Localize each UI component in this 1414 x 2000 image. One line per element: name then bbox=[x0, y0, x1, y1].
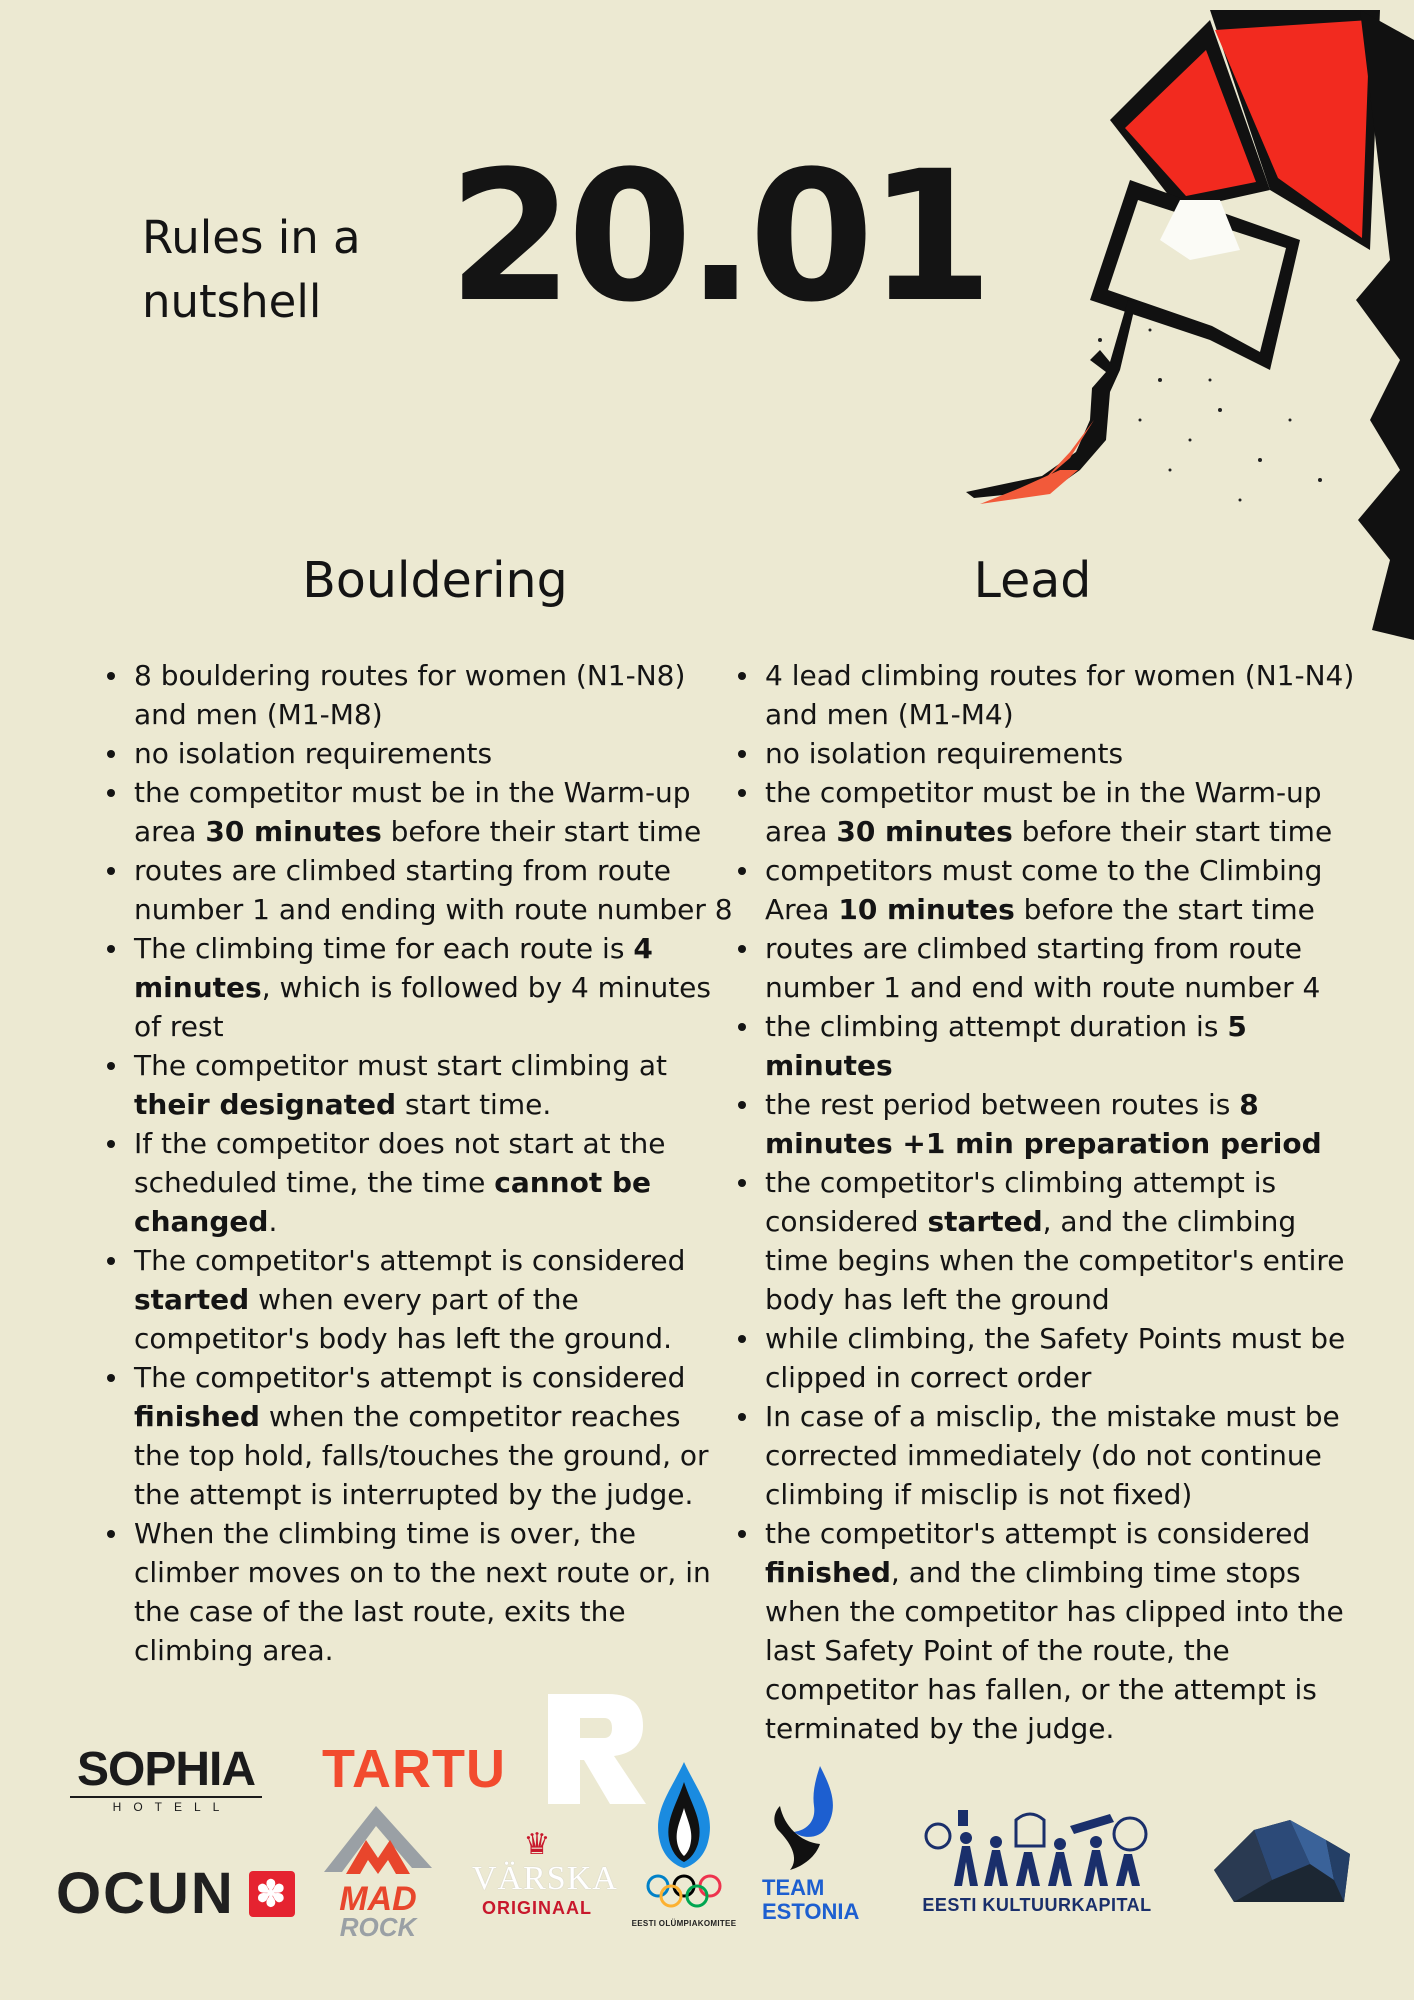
rule-item bbox=[735, 1397, 1355, 1514]
rule-item bbox=[104, 773, 734, 851]
rule-text: . bbox=[268, 1205, 278, 1238]
rule-text: The climbing time for each route is bbox=[134, 932, 634, 965]
rule-item bbox=[104, 1514, 734, 1670]
rule-text: before their start time bbox=[1012, 815, 1333, 848]
bouldering-rules-list bbox=[104, 656, 734, 1670]
rule-text: The competitor's attempt is considered bbox=[134, 1361, 686, 1394]
rule-text: the rest period between routes is bbox=[765, 1088, 1240, 1121]
team-estonia-logo bbox=[760, 1766, 860, 1926]
rule-text: 8 bouldering routes for women (N1-N8) and men (M1-M8) bbox=[134, 659, 686, 731]
team-estonia-label bbox=[762, 1876, 859, 1924]
ocun-flower-icon: ✽ bbox=[249, 1871, 295, 1917]
varska-logo-subtext: ORIGINAAL bbox=[482, 1898, 592, 1918]
rule-emphasis: finished bbox=[765, 1556, 891, 1589]
team-estonia-flame-icon bbox=[760, 1766, 860, 1876]
rule-text: the competitor's climbing attempt is considered bbox=[765, 1166, 1277, 1238]
rule-text: In case of a misclip, the mistake must be corrected immediately (do not continue climbing if misclip is not fixed) bbox=[765, 1400, 1340, 1511]
rule-text: When the climbing time is over, the climber moves on to the next route or, in the case of the last route, exits the climbing area. bbox=[134, 1517, 711, 1667]
subtitle bbox=[142, 206, 361, 334]
team-estonia-line-1: TEAM bbox=[762, 1875, 825, 1900]
rule-item bbox=[104, 1124, 734, 1241]
rule-item bbox=[735, 1007, 1355, 1085]
bouldering-title: Bouldering bbox=[302, 552, 568, 609]
rule-item bbox=[104, 1046, 734, 1124]
mad-rock-logo bbox=[316, 1802, 440, 1942]
sophia-logo-text: SOPHIA bbox=[76, 1743, 256, 1796]
sophia-hotell-logo bbox=[70, 1743, 262, 1814]
rule-text: the competitor's attempt is considered bbox=[765, 1517, 1311, 1550]
rule-item bbox=[104, 734, 734, 773]
rule-item bbox=[735, 656, 1355, 734]
rule-item bbox=[735, 773, 1355, 851]
rule-text: when the competitor reaches the top hold, falls/touches the ground, or the attempt is interrupted by the judge. bbox=[134, 1400, 709, 1511]
subtitle-line-2: nutshell bbox=[142, 275, 322, 328]
rule-emphasis: their designated bbox=[134, 1088, 397, 1121]
rule-text: , and the climbing time begins when the competitor's entire body has left the ground bbox=[765, 1205, 1345, 1316]
event-date: 20.01 bbox=[448, 133, 988, 342]
rule-text: 4 lead climbing routes for women (N1-N4) and men (M1-M4) bbox=[765, 659, 1355, 731]
subtitle-line-1: Rules in a bbox=[142, 211, 361, 264]
rule-text: no isolation requirements bbox=[134, 737, 493, 770]
rule-text: competitors must come to the Climbing Area bbox=[765, 854, 1323, 926]
crown-icon: ♛ bbox=[523, 1828, 551, 1861]
kultuurkapital-label: EESTI KULTUURKAPITAL bbox=[922, 1895, 1152, 1915]
rule-text: before the start time bbox=[1014, 893, 1315, 926]
rule-emphasis: 4 minutes bbox=[134, 932, 653, 1004]
rule-item bbox=[735, 1319, 1355, 1397]
rule-emphasis: 30 minutes bbox=[205, 815, 382, 848]
rule-emphasis: 10 minutes bbox=[838, 893, 1015, 926]
rule-item bbox=[735, 851, 1355, 929]
rule-text: If the competitor does not start at the scheduled time, the time bbox=[134, 1127, 666, 1199]
rule-item bbox=[104, 1241, 734, 1358]
team-estonia-line-2: ESTONIA bbox=[762, 1899, 860, 1924]
varska-logo-name: VÄRSKA bbox=[472, 1860, 618, 1897]
rule-text: the climbing attempt duration is bbox=[765, 1010, 1228, 1043]
rule-text: while climbing, the Safety Points must be clipped in correct order bbox=[765, 1322, 1346, 1394]
eok-logo-label: EESTI OLÜMPIAKOMITEE bbox=[631, 1919, 737, 1928]
ocun-logo-text: OCUN bbox=[56, 1861, 235, 1926]
rule-text: the competitor must be in the Warm-up area bbox=[765, 776, 1322, 848]
varska-originaal-logo bbox=[472, 1828, 618, 1919]
mad-rock-logo-rock: ROCK bbox=[339, 1912, 417, 1942]
boulder-rock-logo bbox=[1214, 1820, 1350, 1906]
sophia-logo-rule bbox=[70, 1796, 262, 1798]
rule-text: no isolation requirements bbox=[765, 737, 1124, 770]
tartu-logo: TARTU bbox=[322, 1739, 506, 1799]
flame-and-rings-icon bbox=[628, 1762, 740, 1912]
rule-text: routes are climbed starting from route number 1 and end with route number 4 bbox=[765, 932, 1321, 1004]
lead-title: Lead bbox=[973, 552, 1092, 609]
rule-emphasis: 8 minutes +1 min preparation period bbox=[765, 1088, 1322, 1160]
rule-item bbox=[104, 851, 734, 929]
rule-item bbox=[735, 1085, 1355, 1163]
rule-text: , and the climbing time stops when the competitor has clipped into the last Safety Point of the route, the competitor has fallen, or the attempt is terminated by the judge. bbox=[765, 1556, 1344, 1745]
rule-item bbox=[104, 656, 734, 734]
eesti-olumpiakomitee-logo bbox=[628, 1762, 740, 1932]
rule-emphasis: 30 minutes bbox=[836, 815, 1013, 848]
eesti-kultuurkapital-logo bbox=[920, 1806, 1154, 1916]
rule-item bbox=[104, 929, 734, 1046]
rule-text: The competitor's attempt is considered bbox=[134, 1244, 686, 1277]
rule-item bbox=[735, 929, 1355, 1007]
ocun-logo bbox=[56, 1860, 295, 1927]
kultuurkapital-figures-icon bbox=[920, 1806, 1154, 1888]
rule-emphasis: cannot be changed bbox=[134, 1166, 651, 1238]
rule-item bbox=[735, 734, 1355, 773]
rule-text: before their start time bbox=[381, 815, 702, 848]
rule-emphasis: started bbox=[927, 1205, 1043, 1238]
lead-rules-list bbox=[735, 656, 1355, 1748]
rule-text: start time. bbox=[396, 1088, 552, 1121]
rule-text: The competitor must start climbing at bbox=[134, 1049, 667, 1082]
rule-text: , which is followed by 4 minutes of rest bbox=[134, 971, 711, 1043]
rule-emphasis: 5 minutes bbox=[765, 1010, 1247, 1082]
rule-item bbox=[735, 1163, 1355, 1319]
mad-rock-logo-mad: MAD bbox=[339, 1880, 417, 1918]
rule-item bbox=[735, 1514, 1355, 1748]
rule-text: when every part of the competitor's body has left the ground. bbox=[134, 1283, 672, 1355]
rule-emphasis: finished bbox=[134, 1400, 260, 1433]
rule-item bbox=[104, 1358, 734, 1514]
sophia-logo-subtext: HOTELL bbox=[112, 1800, 232, 1814]
rule-emphasis: started bbox=[134, 1283, 250, 1316]
rule-text: the competitor must be in the Warm-up area bbox=[134, 776, 691, 848]
rule-text: routes are climbed starting from route number 1 and ending with route number 8 bbox=[134, 854, 733, 926]
